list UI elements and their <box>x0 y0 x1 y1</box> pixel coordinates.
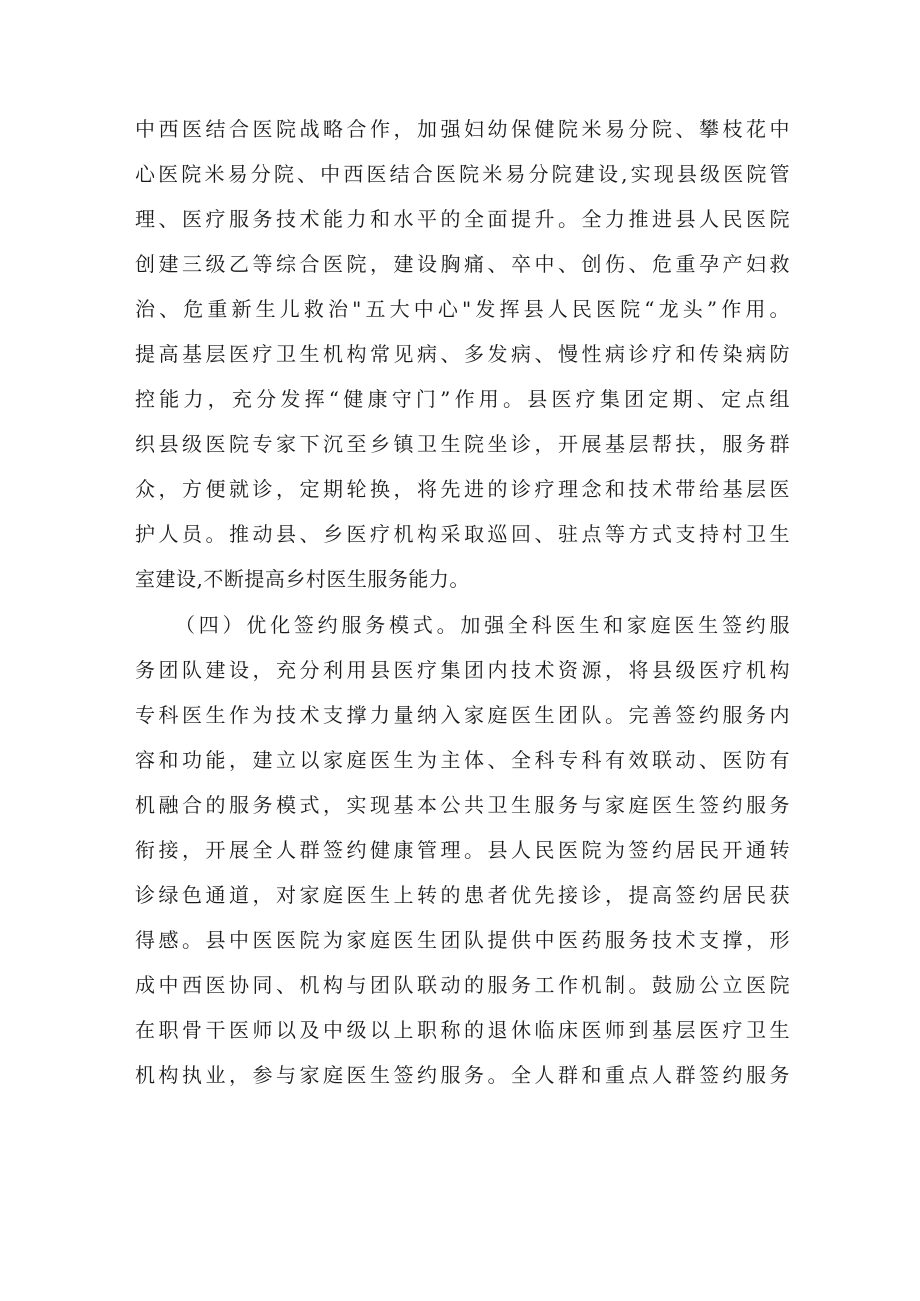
paragraph-line: 机构执业，参与家庭医生签约服务。全人群和重点人群签约服务 <box>135 1063 790 1087</box>
paragraph-line: 护人员。推动县、乡医疗机构采取巡回、驻点等方式支持村卫生 <box>135 522 790 546</box>
paragraph-line: 在职骨干医师以及中级以上职称的退休临床医师到基层医疗卫生 <box>135 1018 790 1042</box>
paragraph-line: 机融合的服务模式，实现基本公共卫生服务与家庭医生签约服务 <box>135 793 790 817</box>
section-heading-line: （四）优化签约服务模式。加强全科医生和家庭医生签约服 <box>175 613 790 637</box>
paragraph-line: 控能力，充分发挥“健康守门”作用。县医疗集团定期、定点组 <box>135 387 790 411</box>
paragraph-line: 治、危重新生儿救治"五大中心"发挥县人民医院“龙头”作用。 <box>135 297 790 321</box>
paragraph-line: 衔接，开展全人群签约健康管理。县人民医院为签约居民开通转 <box>135 838 790 862</box>
paragraph-line: 理、医疗服务技术能力和水平的全面提升。全力推进县人民医院 <box>135 207 790 231</box>
paragraph-line: 成中西医协同、机构与团队联动的服务工作机制。鼓励公立医院 <box>135 973 790 997</box>
paragraph-line: 务团队建设，充分利用县医疗集团内技术资源，将县级医疗机构 <box>135 658 790 682</box>
paragraph-line: 诊绿色通道，对家庭医生上转的患者优先接诊，提高签约居民获 <box>135 883 790 907</box>
paragraph-line: 专科医生作为技术支撑力量纳入家庭医生团队。完善签约服务内 <box>135 703 790 727</box>
paragraph-line: 中西医结合医院战略合作，加强妇幼保健院米易分院、攀枝花中 <box>135 117 790 141</box>
paragraph-line: 室建设,不断提高乡村医生服务能力。 <box>135 567 470 591</box>
paragraph-line: 织县级医院专家下沉至乡镇卫生院坐诊，开展基层帮扶，服务群 <box>135 432 790 456</box>
paragraph-line: 心医院米易分院、中西医结合医院米易分院建设,实现县级医院管 <box>135 162 790 186</box>
paragraph-line: 众，方便就诊，定期轮换，将先进的诊疗理念和技术带给基层医 <box>135 477 790 501</box>
paragraph-line: 得感。县中医医院为家庭医生团队提供中医药服务技术支撑，形 <box>135 928 790 952</box>
paragraph-line: 提高基层医疗卫生机构常见病、多发病、慢性病诊疗和传染病防 <box>135 342 790 366</box>
paragraph-line: 创建三级乙等综合医院，建设胸痛、卒中、创伤、危重孕产妇救 <box>135 252 790 276</box>
paragraph-line: 容和功能，建立以家庭医生为主体、全科专科有效联动、医防有 <box>135 748 790 772</box>
